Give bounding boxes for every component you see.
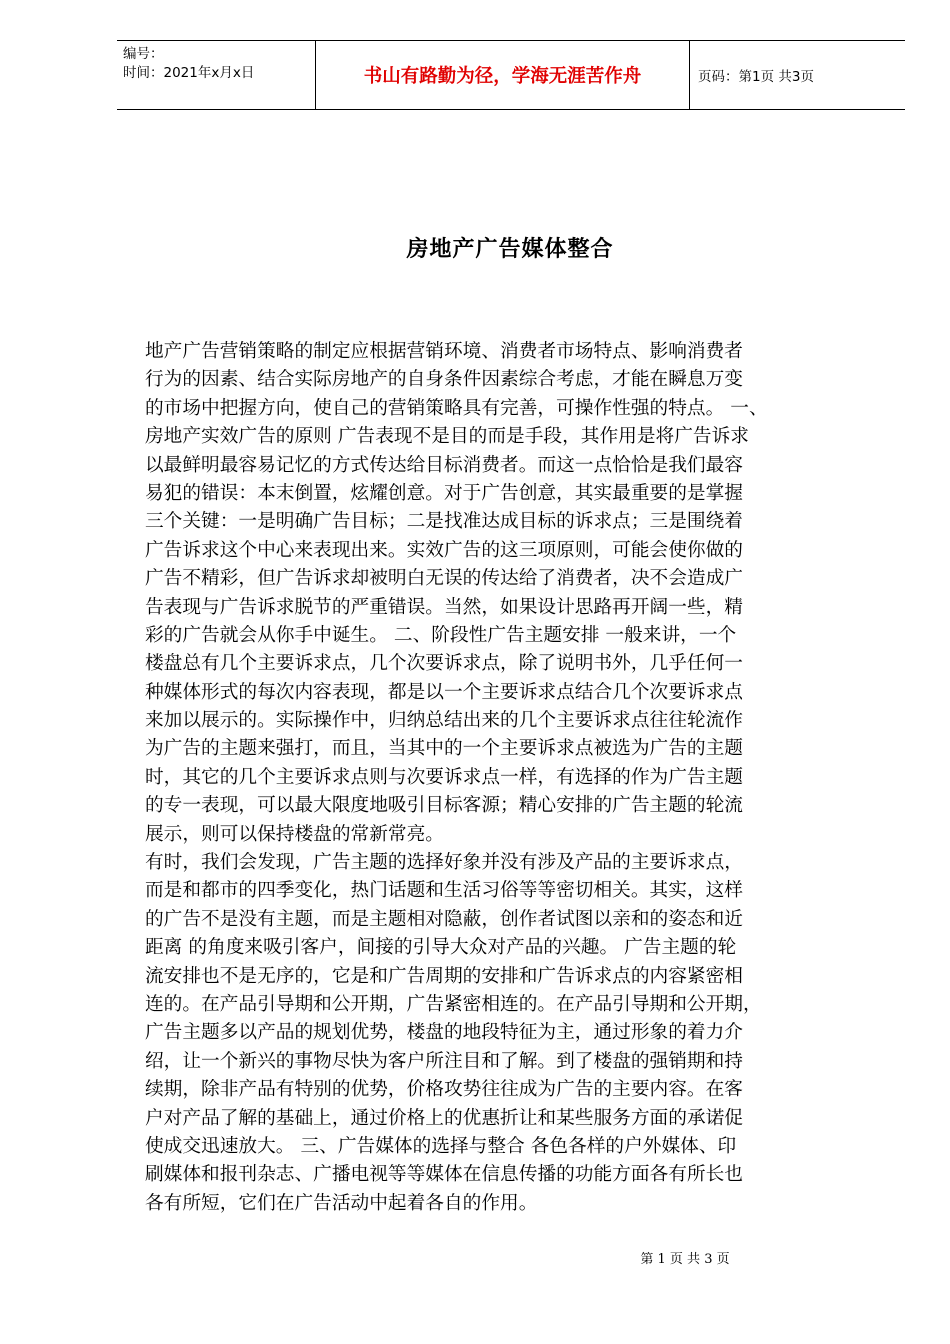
body-line: 连的。在产品引导期和公开期，广告紧密相连的。在产品引导期和公开期， — [145, 993, 762, 1015]
body-line: 易犯的错误：本末倒置，炫耀创意。对于广告创意，其实最重要的是掌握 — [145, 482, 743, 504]
body-line: 房地产实效广告的原则 广告表现不是目的而是手段，其作用是将广告诉求 — [145, 426, 749, 448]
body-line: 三个关键：一是明确广告目标；二是找准达成目标的诉求点；三是围绕着 — [145, 511, 743, 533]
body-line: 行为的因素、结合实际房地产的自身条件因素综合考虑，才能在瞬息万变 — [145, 369, 743, 391]
header-page-cell — [690, 41, 905, 109]
body-line: 续期，除非产品有特别的优势，价格攻势往往成为广告的主要内容。在客 — [145, 1079, 743, 1101]
body-line: 的市场中把握方向，使自己的营销策略具有完善，可操作性强的特点。 一、 — [145, 397, 768, 419]
body-line: 距离 的角度来吸引客户，间接的引导大众对产品的兴趣。 广告主题的轮 — [145, 937, 737, 959]
body-line: 来加以展示的。实际操作中，归纳总结出来的几个主要诉求点往往轮流作 — [145, 710, 743, 732]
body-line: 广告不精彩，但广告诉求却被明白无误的传达给了消费者，决不会造成广 — [145, 568, 743, 590]
body-line: 为广告的主题来强打，而且，当其中的一个主要诉求点被选为广告的主题 — [145, 738, 743, 760]
body-text — [145, 338, 865, 1218]
body-line: 各有所短，它们在广告活动中起着各自的作用。 — [145, 1192, 538, 1214]
page-footer: 第 1 页 共 3 页 — [640, 1252, 730, 1267]
body-line: 展示，则可以保持楼盘的常新常亮。 — [145, 823, 444, 845]
body-line: 彩的广告就会从你手中诞生。 二、阶段性广告主题安排 一般来讲，一个 — [145, 624, 737, 646]
body-line: 刷媒体和报刊杂志、广播电视等等媒体在信息传播的功能方面各有所长也 — [145, 1164, 743, 1186]
body-line: 的专一表现，可以最大限度地吸引目标客源；精心安排的广告主题的轮流 — [145, 795, 743, 817]
body-line: 而是和都市的四季变化，热门话题和生活习俗等等密切相关。其实，这样 — [145, 880, 743, 902]
body-line: 广告主题多以产品的规划优势，楼盘的地段特征为主，通过形象的着力介 — [145, 1022, 743, 1044]
time-label: 时间：2021年x月x日 — [123, 65, 255, 81]
header-table — [117, 40, 905, 110]
body-line: 以最鲜明最容易记忆的方式传达给目标消费者。而这一点恰恰是我们最容 — [145, 454, 743, 476]
header-meta-cell — [117, 41, 315, 109]
body-line: 的广告不是没有主题，而是主题相对隐蔽，创作者试图以亲和的姿态和近 — [145, 908, 743, 930]
body-line: 户对产品了解的基础上，通过价格上的优惠折让和某些服务方面的承诺促 — [145, 1107, 743, 1129]
motto-text: 书山有路勤为径，学海无涯苦作舟 — [363, 66, 642, 87]
body-line: 告表现与广告诉求脱节的严重错误。当然，如果设计思路再开阔一些，精 — [145, 596, 743, 618]
serial-label: 编号： — [123, 46, 164, 62]
body-line: 广告诉求这个中心来表现出来。实效广告的这三项原则，可能会使你做的 — [145, 539, 743, 561]
body-line: 使成交迅速放大。 三、广告媒体的选择与整合 各色各样的户外媒体、印 — [145, 1135, 737, 1157]
header-motto-cell — [315, 41, 690, 109]
body-line: 时，其它的几个主要诉求点则与次要诉求点一样，有选择的作为广告主题 — [145, 766, 743, 788]
body-line: 有时，我们会发现，广告主题的选择好象并没有涉及产品的主要诉求点， — [145, 852, 743, 874]
body-line: 绍，让一个新兴的事物尽快为客户所注目和了解。到了楼盘的强销期和持 — [145, 1050, 743, 1072]
page-info: 页码：第1页 共3页 — [698, 69, 814, 85]
body-line: 种媒体形式的每次内容表现，都是以一个主要诉求点结合几个次要诉求点 — [145, 681, 743, 703]
document-title: 房地产广告媒体整合 — [406, 237, 614, 262]
body-line: 流安排也不是无序的，它是和广告周期的安排和广告诉求点的内容紧密相 — [145, 965, 743, 987]
body-line: 楼盘总有几个主要诉求点，几个次要诉求点，除了说明书外，几乎任何一 — [145, 653, 743, 675]
body-line: 地产广告营销策略的制定应根据营销环境、消费者市场特点、影响消费者 — [145, 341, 743, 362]
